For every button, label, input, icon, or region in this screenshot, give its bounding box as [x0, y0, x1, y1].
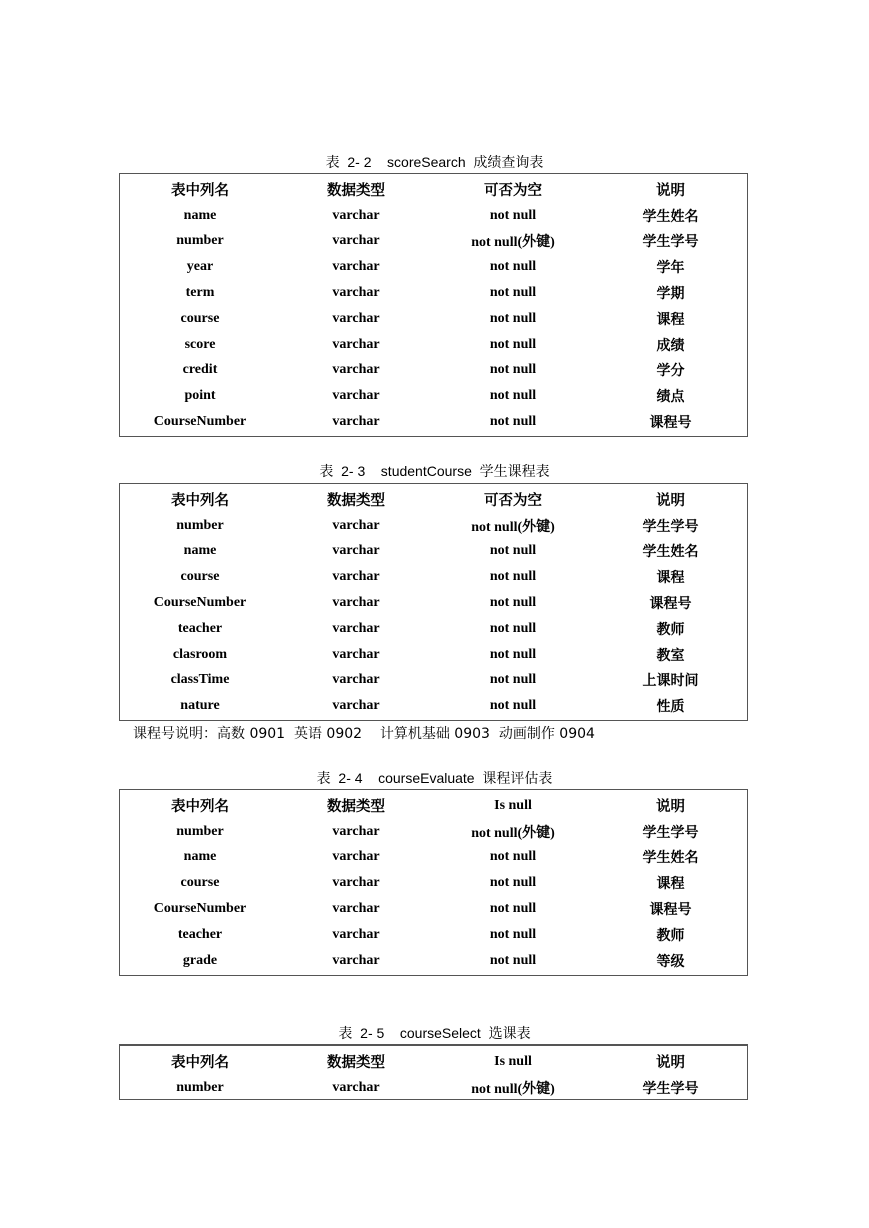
header-column-name: 表中列名	[171, 183, 229, 200]
cell: not null	[489, 207, 537, 223]
header-nullable: 可否为空	[484, 183, 542, 200]
cell: not null(外键)	[471, 235, 555, 251]
cell: number	[176, 823, 224, 839]
cell: 学生学号	[642, 234, 699, 251]
cell: teacher	[177, 620, 223, 636]
cell: varchar	[332, 362, 380, 378]
table-row	[120, 229, 747, 255]
cell: credit	[182, 362, 218, 378]
cell: 教师	[656, 927, 685, 944]
cell: 课程	[656, 570, 685, 587]
table-row	[120, 383, 747, 409]
cell: varchar	[332, 849, 380, 865]
cell: number	[176, 1079, 224, 1095]
cell: 绩点	[656, 389, 685, 406]
table-row	[120, 590, 747, 616]
cell: not null(外键)	[471, 519, 555, 535]
cell: not null	[489, 310, 537, 326]
cell: CourseNumber	[153, 595, 247, 611]
table-row	[120, 1075, 747, 1101]
cell: varchar	[332, 698, 380, 714]
cell: varchar	[332, 875, 380, 891]
table-scoresearch	[119, 173, 748, 437]
cell: varchar	[332, 543, 380, 559]
cell: not null	[489, 875, 537, 891]
table-row	[120, 254, 747, 280]
cell: 课程号	[649, 902, 692, 919]
cell: 学生姓名	[642, 208, 699, 225]
table-row	[120, 513, 747, 539]
cell: varchar	[332, 926, 380, 942]
cell: varchar	[332, 310, 380, 326]
table-row	[120, 845, 747, 871]
cell: 学生姓名	[642, 850, 699, 867]
header-data-type: 数据类型	[327, 1055, 385, 1072]
cell: varchar	[332, 259, 380, 275]
table-row	[120, 616, 747, 642]
table-header-row	[120, 177, 747, 203]
header-column-name: 表中列名	[171, 1055, 229, 1072]
cell: course	[180, 569, 220, 585]
cell: not null	[489, 569, 537, 585]
table-row	[120, 280, 747, 306]
cell: clasroom	[172, 646, 228, 662]
cell: not null	[489, 672, 537, 688]
cell: not null	[489, 414, 537, 430]
cell: grade	[182, 952, 218, 968]
cell: classTime	[170, 672, 230, 688]
cell: 教室	[656, 647, 685, 664]
cell: not null	[489, 952, 537, 968]
header-description: 说明	[656, 493, 685, 510]
cell: varchar	[332, 1079, 380, 1095]
table-row	[120, 332, 747, 358]
table-row	[120, 948, 747, 974]
header-data-type: 数据类型	[327, 799, 385, 816]
cell: varchar	[332, 646, 380, 662]
cell: number	[176, 233, 224, 249]
cell: varchar	[332, 620, 380, 636]
table-header-row	[120, 1049, 747, 1075]
cell: 课程号	[649, 596, 692, 613]
table-row	[120, 922, 747, 948]
table-row	[120, 642, 747, 668]
header-column-name: 表中列名	[171, 799, 229, 816]
table-row	[120, 306, 747, 332]
table-row	[120, 668, 747, 694]
cell: varchar	[332, 901, 380, 917]
cell: not null	[489, 901, 537, 917]
cell: teacher	[177, 926, 223, 942]
cell: not null	[489, 336, 537, 352]
cell: 课程	[656, 311, 685, 328]
cell: varchar	[332, 569, 380, 585]
cell: name	[183, 849, 217, 865]
cell: varchar	[332, 388, 380, 404]
cell: varchar	[332, 207, 380, 223]
header-description: 说明	[656, 799, 685, 816]
table-courseselect	[119, 1044, 748, 1100]
cell: varchar	[332, 517, 380, 533]
cell: 性质	[656, 699, 685, 716]
cell: not null	[489, 388, 537, 404]
cell: CourseNumber	[153, 414, 247, 430]
cell: not null	[489, 362, 537, 378]
cell: not null	[489, 926, 537, 942]
cell: year	[186, 259, 214, 275]
table-row	[120, 693, 747, 719]
cell: 等级	[656, 953, 685, 970]
header-data-type: 数据类型	[327, 493, 385, 510]
table-row	[120, 409, 747, 435]
cell: 成绩	[656, 337, 685, 354]
cell: not null(外键)	[471, 1081, 555, 1097]
cell: varchar	[332, 285, 380, 301]
cell: nature	[180, 698, 220, 714]
cell: not null(外键)	[471, 825, 555, 841]
cell: course	[180, 875, 220, 891]
table-row	[120, 358, 747, 384]
cell: varchar	[332, 414, 380, 430]
cell: 课程号	[649, 415, 692, 432]
cell: term	[185, 285, 215, 301]
cell: not null	[489, 849, 537, 865]
cell: not null	[489, 646, 537, 662]
cell: not null	[489, 259, 537, 275]
cell: number	[176, 517, 224, 533]
cell: score	[184, 336, 216, 352]
cell: point	[184, 388, 216, 404]
cell: name	[183, 207, 217, 223]
cell: not null	[489, 595, 537, 611]
table-row	[120, 896, 747, 922]
header-description: 说明	[656, 183, 685, 200]
cell: varchar	[332, 823, 380, 839]
cell: varchar	[332, 952, 380, 968]
header-description: 说明	[656, 1055, 685, 1072]
cell: varchar	[332, 233, 380, 249]
cell: 学生学号	[642, 824, 699, 841]
table-header-row	[120, 487, 747, 513]
table-caption-2-5: 表 2- 5 courseSelect 选课表	[338, 1025, 531, 1041]
table-row	[120, 203, 747, 229]
header-nullable: 可否为空	[484, 493, 542, 510]
cell: 上课时间	[642, 673, 699, 690]
header-nullable: Is null	[494, 1053, 532, 1069]
table-row	[120, 870, 747, 896]
cell: 学期	[656, 286, 685, 303]
table-caption-2-2: 表 2- 2 scoreSearch 成绩查询表	[325, 154, 544, 170]
cell: 学生学号	[642, 518, 699, 535]
cell: 学生学号	[642, 1080, 699, 1097]
cell: CourseNumber	[153, 901, 247, 917]
cell: 课程	[656, 876, 685, 893]
cell: 学年	[656, 260, 685, 277]
cell: 学生姓名	[642, 544, 699, 561]
cell: varchar	[332, 672, 380, 688]
cell: 学分	[656, 363, 685, 380]
header-nullable: Is null	[494, 797, 532, 813]
table-studentcourse	[119, 483, 748, 721]
cell: name	[183, 543, 217, 559]
table-row	[120, 564, 747, 590]
cell: varchar	[332, 336, 380, 352]
table-row	[120, 539, 747, 565]
cell: 教师	[656, 621, 685, 638]
cell: not null	[489, 285, 537, 301]
header-data-type: 数据类型	[327, 183, 385, 200]
cell: course	[180, 310, 220, 326]
table-courseevaluate	[119, 789, 748, 976]
cell: not null	[489, 620, 537, 636]
course-number-note: 课程号说明：高数 0901 英语 0902 计算机基础 0903 动画制作 0904	[133, 726, 595, 742]
cell: varchar	[332, 595, 380, 611]
table-caption-2-4: 表 2- 4 courseEvaluate 课程评估表	[316, 770, 553, 786]
header-column-name: 表中列名	[171, 493, 229, 510]
table-header-row	[120, 793, 747, 819]
cell: not null	[489, 543, 537, 559]
table-row	[120, 819, 747, 845]
table-caption-2-3: 表 2- 3 studentCourse 学生课程表	[319, 463, 550, 479]
cell: not null	[489, 698, 537, 714]
